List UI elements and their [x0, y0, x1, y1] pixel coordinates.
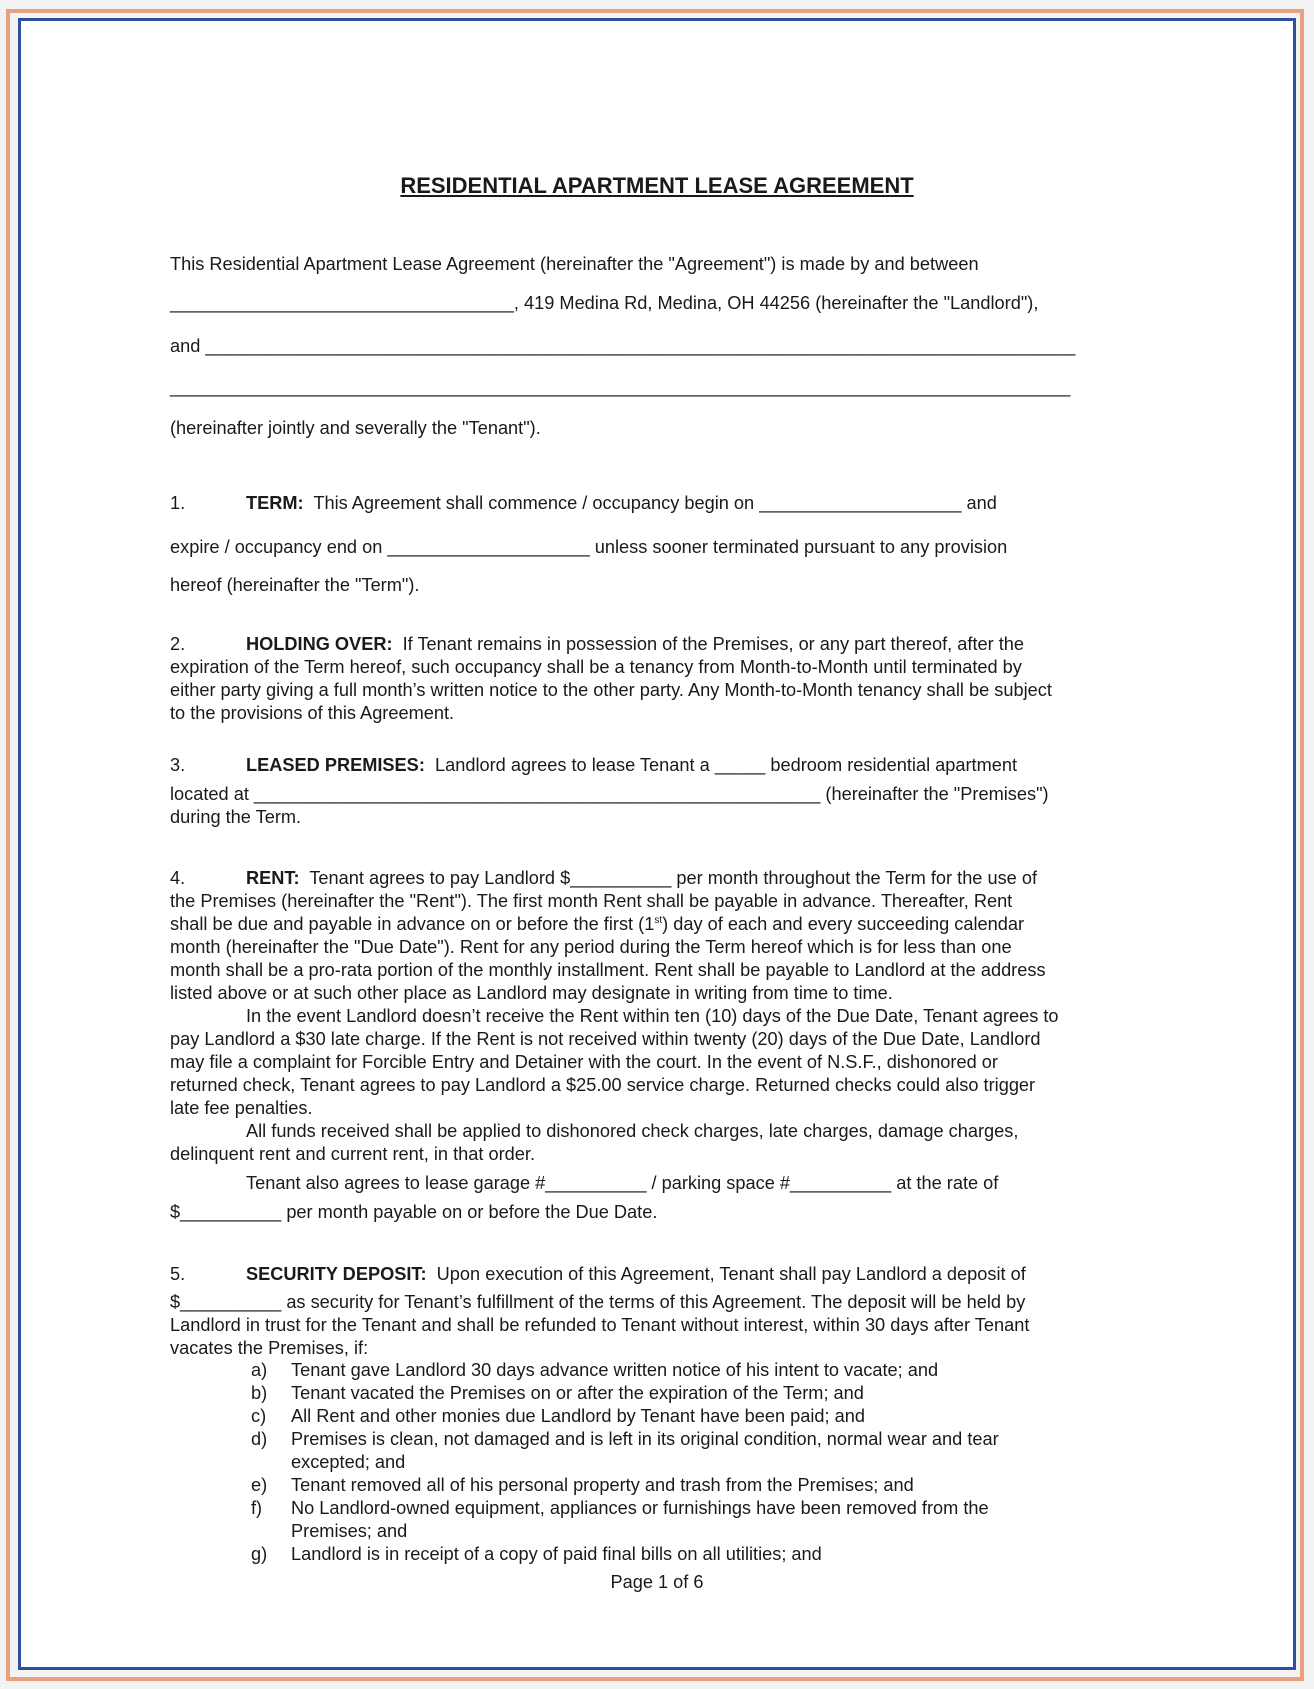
ordinal-superscript: st	[654, 914, 663, 926]
section-2-text-1: If Tenant remains in possession of the Premises, or any part thereof, after the	[402, 634, 1025, 654]
section-2-text-2: expiration of the Term hereof, such occupancy shall be a tenancy from Month-to-Month until terminated by	[170, 657, 1022, 677]
intro-line-3: and ______________________________________________________________________________________	[170, 336, 1076, 356]
section-4-p2-line-3: may file a complaint for Forcible Entry and Detainer with the court. In the event of N.S.F., dishonored or	[170, 1052, 998, 1072]
section-1-number: 1.	[170, 493, 186, 513]
list-item-continued: excepted; and	[291, 1452, 406, 1472]
list-item-marker: g)	[251, 1544, 268, 1564]
section-5-text-3: Landlord in trust for the Tenant and shall be refunded to Tenant without interest, within 30 days after Tenant	[170, 1315, 1030, 1335]
section-5-text-2: $__________ as security for Tenant’s fulfillment of the terms of this Agreement. The deposit will be held by	[170, 1292, 1026, 1312]
list-item-marker: a)	[251, 1360, 268, 1380]
section-4-p2-line-2: pay Landlord a $30 late charge. If the Rent is not received within twenty (20) days of the Due Date, Landlord	[170, 1029, 1041, 1049]
list-item-marker: b)	[251, 1383, 268, 1403]
section-4-p3-line-1: All funds received shall be applied to dishonored check charges, late charges, damage charges,	[246, 1121, 1019, 1141]
section-5-text-4: vacates the Premises, if:	[170, 1338, 369, 1358]
document-page	[18, 18, 1296, 1670]
section-3-number: 3.	[170, 755, 186, 775]
section-4-text-6: listed above or at such other place as Landlord may designate in writing from time to time.	[170, 983, 893, 1003]
section-5-body	[170, 1263, 1170, 1360]
section-4-p2-line-4: returned check, Tenant agrees to pay Landlord a $25.00 service charge. Returned checks could also trigger	[170, 1075, 1036, 1095]
section-3-text-2: located at ________________________________________________________ (hereinafter the "Premises")	[170, 784, 1049, 804]
section-4-p2-line-5: late fee penalties.	[170, 1098, 313, 1118]
section-4-p4-line-1: Tenant also agrees to lease garage #__________ / parking space #__________ at the rate of	[246, 1173, 999, 1193]
list-item: Tenant gave Landlord 30 days advance written notice of his intent to vacate; and	[291, 1360, 939, 1380]
section-4-text-3a: shall be due and payable in advance on or before the first (1	[170, 914, 655, 934]
list-item: Tenant vacated the Premises on or after the expiration of the Term; and	[291, 1383, 864, 1403]
section-2-text-4: to the provisions of this Agreement.	[170, 703, 455, 723]
section-4-number: 4.	[170, 868, 186, 888]
list-item: All Rent and other monies due Landlord by Tenant have been paid; and	[291, 1406, 865, 1426]
list-item-marker: f)	[251, 1498, 263, 1518]
section-2-text-3: either party giving a full month’s written notice to the other party. Any Month-to-Month tenancy shall be subject	[170, 680, 1052, 700]
section-1-text-1: This Agreement shall commence / occupancy begin on ____________________ and	[313, 493, 997, 513]
intro-line-4: _________________________________________________________________________________________	[170, 377, 1071, 397]
intro-line-5: (hereinafter jointly and severally the "Tenant").	[170, 418, 541, 438]
list-item-continued: Premises; and	[291, 1521, 408, 1541]
section-1-line-3: hereof (hereinafter the "Term").	[170, 575, 420, 595]
section-4-heading: RENT:	[246, 868, 300, 888]
section-3-text-3: during the Term.	[170, 807, 302, 827]
list-item-marker: e)	[251, 1475, 268, 1495]
section-4-text-3	[170, 913, 1170, 936]
intro-line-2: __________________________________, 419 Medina Rd, Medina, OH 44256 (hereinafter the "Landlord"),	[170, 293, 1039, 313]
list-item: Premises is clean, not damaged and is left in its original condition, normal wear and tear	[291, 1429, 999, 1449]
section-4-p2-line-1: In the event Landlord doesn’t receive the Rent within ten (10) days of the Due Date, Tenant agrees to	[246, 1006, 1059, 1026]
section-5-heading: SECURITY DEPOSIT:	[246, 1264, 427, 1284]
section-5-text-1: Upon execution of this Agreement, Tenant shall pay Landlord a deposit of	[436, 1264, 1026, 1284]
section-3-heading: LEASED PREMISES:	[246, 755, 425, 775]
section-2-heading: HOLDING OVER:	[246, 634, 393, 654]
section-4-p3-line-2: delinquent rent and current rent, in that order.	[170, 1144, 535, 1164]
section-1-heading: TERM:	[246, 493, 304, 513]
section-3-text-1: Landlord agrees to lease Tenant a _____ bedroom residential apartment	[434, 755, 1018, 775]
section-2-number: 2.	[170, 634, 186, 654]
section-4-p4-line-2: $__________ per month payable on or before the Due Date.	[170, 1202, 658, 1222]
section-1-line-1	[246, 492, 997, 515]
section-4-text-3b: ) day of each and every succeeding calendar	[662, 914, 1025, 934]
section-4-text-2: the Premises (hereinafter the "Rent"). The first month Rent shall be payable in advance. Thereafter, Rent	[170, 891, 1013, 911]
section-4-text-5: month shall be a pro-rata portion of the monthly installment. Rent shall be payable to Landlord at the address	[170, 960, 1046, 980]
intro-line-1: This Residential Apartment Lease Agreement (hereinafter the "Agreement") is made by and between	[170, 254, 979, 274]
section-2-body	[170, 633, 1170, 725]
list-item: No Landlord-owned equipment, appliances or furnishings have been removed from the	[291, 1498, 989, 1518]
list-item: Tenant removed all of his personal property and trash from the Premises; and	[291, 1475, 914, 1495]
section-5-number: 5.	[170, 1264, 186, 1284]
list-item-marker: d)	[251, 1429, 268, 1449]
list-item: Landlord is in receipt of a copy of paid final bills on all utilities; and	[291, 1544, 822, 1564]
section-4-text-4: month (hereinafter the "Due Date"). Rent for any period during the Term hereof which is for less than one	[170, 937, 1012, 957]
section-3-body	[170, 754, 1170, 829]
section-4-text-1: Tenant agrees to pay Landlord $__________ per month throughout the Term for the use of	[309, 868, 1038, 888]
section-4-body	[170, 867, 1170, 1224]
section-1-line-2: expire / occupancy end on ____________________ unless sooner terminated pursuant to any provision	[170, 537, 1008, 557]
page-number: Page 1 of 6	[610, 1572, 704, 1592]
list-item-marker: c)	[251, 1406, 267, 1426]
page-title: RESIDENTIAL APARTMENT LEASE AGREEMENT	[400, 173, 914, 198]
